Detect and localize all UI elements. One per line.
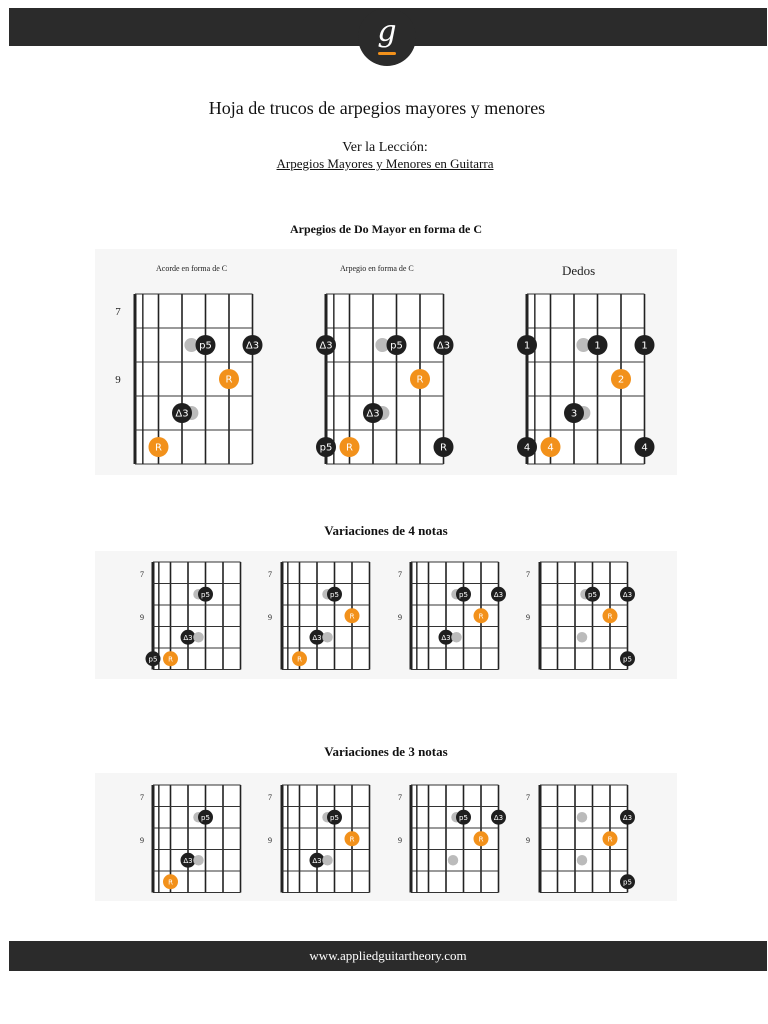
footer-bar (9, 941, 767, 971)
note-label: p5 (459, 813, 468, 822)
page-title: Hoja de trucos de arpegios mayores y menores (208, 98, 546, 118)
note-label: R (478, 612, 484, 621)
note-label: Δ3 (441, 633, 451, 642)
note-label: Δ3 (493, 590, 504, 599)
section-heading-4-notes: Variaciones de 4 notas (324, 523, 448, 538)
fretboard-4note-1 (140, 562, 241, 670)
fret-number: 9 (115, 374, 121, 386)
note-label: p5 (588, 590, 597, 599)
fret-number: 7 (140, 792, 144, 802)
note-label: R (349, 835, 355, 844)
note-label: 4 (641, 442, 648, 454)
note-label: R (478, 835, 484, 844)
ghost-dot (193, 632, 204, 643)
note-label: Δ3 (175, 408, 189, 420)
note-label: p5 (201, 590, 210, 599)
fret-number: 7 (268, 569, 272, 579)
fretboard-3note-1 (140, 785, 241, 893)
fret-number: 7 (526, 569, 530, 579)
fret-number: 9 (268, 835, 272, 845)
note-label: 3 (570, 408, 578, 420)
fret-number: 9 (268, 612, 272, 622)
note-label: R (168, 655, 173, 664)
note-label: 4 (547, 442, 554, 454)
note-label: p5 (330, 813, 339, 822)
lesson-link[interactable]: Arpegios Mayores y Menores en Guitarra (276, 156, 494, 171)
fret-number: 9 (140, 835, 144, 845)
fretboard-arpeggio-shape (316, 294, 454, 464)
fretboard-fingers (517, 294, 655, 464)
section-heading-c-major: Arpegios de Do Mayor en forma de C (289, 222, 483, 236)
note-label: Δ3 (183, 633, 193, 642)
fret-number: 9 (526, 612, 530, 622)
note-label: Δ3 (312, 856, 322, 865)
fretboard-4note-4 (526, 562, 635, 670)
note-label: R (155, 442, 162, 454)
fretboard-chord-shape (115, 294, 262, 464)
note-label: p5 (623, 878, 632, 887)
fret-number: 7 (268, 792, 272, 802)
fret-number: 9 (398, 835, 402, 845)
note-label: R (416, 374, 424, 386)
note-label: 1 (594, 340, 601, 352)
fretboard-4note-2 (268, 562, 370, 670)
note-label: Δ3 (245, 340, 260, 352)
fret-number: 9 (526, 835, 530, 845)
note-label: R (607, 835, 613, 844)
ghost-dot (577, 812, 588, 823)
note-label: p5 (330, 590, 339, 599)
lesson-caption: Ver la Lección: (342, 140, 428, 155)
label-chord-shape: Acorde en forma de C (156, 264, 228, 273)
fretboard-3note-2 (268, 785, 370, 893)
note-label: 1 (523, 340, 531, 352)
fret-number: 7 (526, 792, 530, 802)
note-label: Δ3 (622, 813, 633, 822)
note-label: 4 (523, 442, 531, 454)
ghost-dot (448, 855, 459, 866)
ghost-dot (322, 855, 333, 866)
ghost-dot (577, 632, 588, 643)
fret-number: 9 (398, 612, 402, 622)
section-heading-3-notes: Variaciones de 3 notas (324, 744, 448, 759)
label-arpeggio-shape: Arpegio en forma de C (340, 264, 414, 273)
note-label: R (607, 612, 613, 621)
ghost-dot (193, 855, 204, 866)
note-label: Δ3 (493, 813, 504, 822)
note-label: 2 (617, 374, 625, 386)
note-label: p5 (319, 442, 333, 454)
note-label: Δ3 (319, 340, 333, 352)
note-label: p5 (148, 655, 158, 664)
logo-letter: g (377, 14, 397, 49)
note-label: Δ3 (436, 340, 451, 352)
label-fingers: Dedos (562, 263, 596, 278)
note-label: Δ3 (622, 590, 633, 599)
note-label: Δ3 (312, 633, 322, 642)
footer-website-link[interactable]: www.appliedguitartheory.com (309, 948, 467, 963)
note-label: p5 (390, 340, 403, 352)
note-label: p5 (199, 340, 212, 352)
ghost-dot (577, 855, 588, 866)
note-label: p5 (459, 590, 468, 599)
note-label: p5 (623, 655, 632, 664)
fret-number: 9 (140, 612, 144, 622)
note-label: p5 (201, 813, 210, 822)
note-label: R (225, 374, 233, 386)
note-label: R (297, 655, 302, 664)
note-label: R (168, 878, 173, 887)
note-label: R (440, 442, 447, 454)
note-label: R (346, 442, 353, 454)
fret-number: 7 (140, 569, 144, 579)
fretboard-4note-3 (398, 562, 506, 670)
ghost-dot (451, 632, 462, 643)
note-label: Δ3 (366, 408, 380, 420)
fretboard-3note-4 (526, 785, 635, 893)
fret-number: 7 (398, 792, 402, 802)
note-label: Δ3 (183, 856, 193, 865)
note-label: R (349, 612, 355, 621)
ghost-dot (322, 632, 333, 643)
fret-number: 7 (398, 569, 402, 579)
note-label: 1 (641, 340, 648, 352)
fret-number: 7 (115, 306, 121, 318)
fretboard-3note-3 (398, 785, 506, 893)
